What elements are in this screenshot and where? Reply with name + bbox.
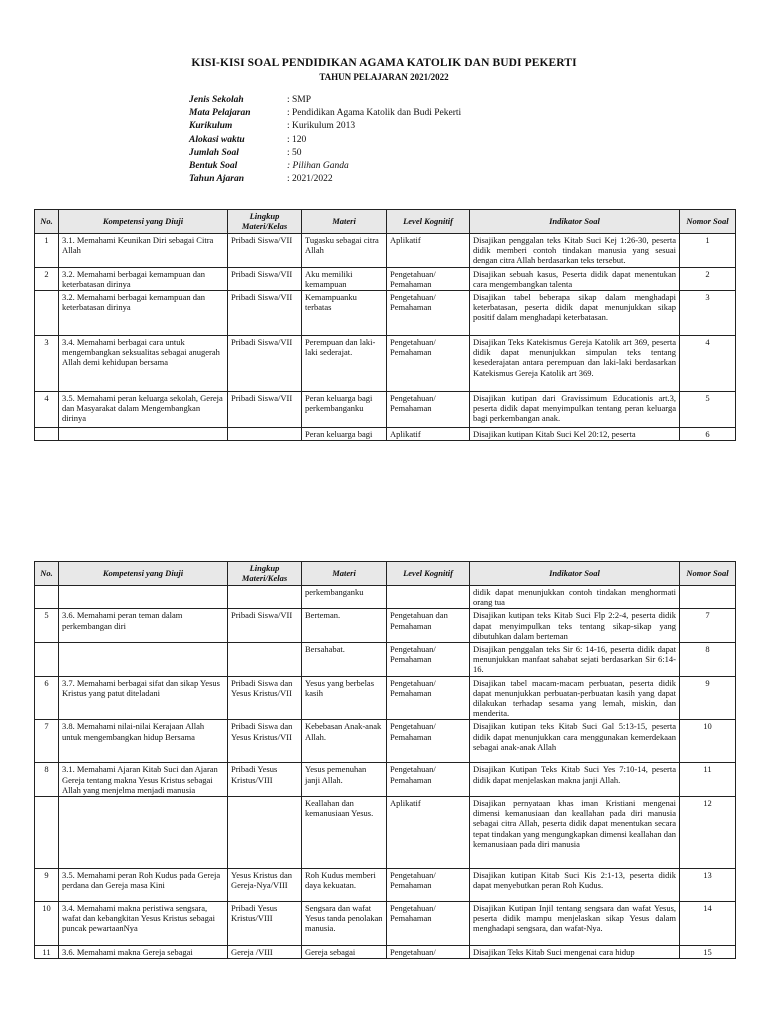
header-nomor: Nomor Soal (680, 210, 736, 234)
cell-indikator: Disajikan kutipan Kitab Suci Kis 2:1-13, peserta didik dapat menyebutkan peran Roh Kudus. (470, 869, 680, 902)
cell-no: 5 (35, 609, 59, 643)
cell-materi: Peran keluarga bagi perkembanganku (302, 392, 387, 428)
meta-label: Bentuk Soal (189, 160, 238, 171)
header-lingkup: Lingkup Materi/Kelas (228, 210, 302, 234)
cell-kompetensi: 3.2. Memahami berbagai kemampuan dan keterbatasan dirinya (59, 267, 228, 290)
cell-lingkup: Pribadi Siswa dan Yesus Kristus/VII (228, 720, 302, 763)
cell-level: Pengetahuan/ Pemahaman (387, 336, 470, 392)
cell-materi: Sengsara dan wafat Yesus tanda penolakan manusia. (302, 902, 387, 946)
table-row (35, 609, 736, 643)
meta-label: Tahun Ajaran (189, 174, 245, 185)
cell-kompetensi: 3.8. Memahami nilai-nilai Kerajaan Allah untuk mengembangkan hidup Bersama (59, 720, 228, 763)
cell-kompetensi (59, 428, 228, 441)
cell-nomor: 12 (680, 797, 736, 869)
cell-lingkup: Gereja /VIII (228, 946, 302, 959)
meta-label: Jumlah Soal (189, 147, 239, 158)
cell-kompetensi: 3.7. Memahami berbagai sifat dan sikap Yesus Kristus yang patut diteladani (59, 676, 228, 720)
cell-indikator: Disajikan kutipan dari Gravissimum Educationis art.3, peserta didik dapat menyimpulkan tentang peran keluarga bagi perkembangan anak. (470, 392, 680, 428)
header-nomor: Nomor Soal (680, 562, 736, 586)
cell-kompetensi: 3.6. Memahami peran teman dalam perkembangan diri (59, 609, 228, 643)
cell-lingkup (228, 428, 302, 441)
cell-kompetensi: 3.5. Memahami peran Roh Kudus pada Gereja perdana dan Gereja masa Kini (59, 869, 228, 902)
table-row (35, 267, 736, 290)
cell-materi: Peran keluarga bagi (302, 428, 387, 441)
cell-level: Aplikatif (387, 797, 470, 869)
cell-level: Pengetahuan/ Pemahaman (387, 869, 470, 902)
cell-nomor: 6 (680, 428, 736, 441)
table-row (35, 643, 736, 677)
table-row (35, 946, 736, 959)
cell-kompetensi: 3.1. Memahami Keunikan Diri sebagai Citra Allah (59, 234, 228, 268)
cell-indikator: Disajikan tabel macam-macam perbuatan, peserta didik dapat menunjukkan perbuatan-perbuatan kasih yang dapat dilakukan terhadap sesama yang lemah, miskin, dan menderita. (470, 676, 680, 720)
meta-value: : 2021/2022 (287, 174, 333, 185)
meta-value: : Pilihan Ganda (287, 160, 349, 171)
header-no: No. (35, 210, 59, 234)
cell-no: 8 (35, 763, 59, 797)
cell-lingkup: Yesus Kristus dan Gereja-Nya/VIII (228, 869, 302, 902)
table-row (35, 763, 736, 797)
cell-indikator: didik dapat menunjukkan contoh tindakan menghormati orang tua (470, 586, 680, 609)
cell-level: Pengetahuan/ Pemahaman (387, 291, 470, 336)
cell-nomor: 5 (680, 392, 736, 428)
cell-level: Aplikatif (387, 428, 470, 441)
cell-no: 6 (35, 676, 59, 720)
cell-materi: Aku memiliki kemampuan (302, 267, 387, 290)
cell-lingkup: Pribadi Yesus Kristus/VIII (228, 902, 302, 946)
cell-indikator: Disajikan pernyataan khas iman Kristiani mengenai dimensi kemanusiaan dan keallahan pada diri manusia sebagai citra Allah, peserta didik dapat menentukan secara tepat tindakan yang mengungkapkan dimensi keallahan dan kemanusiaan pada diri manusia (470, 797, 680, 869)
table-row (35, 336, 736, 392)
cell-level: Pengetahuan/ Pemahaman (387, 267, 470, 290)
grid-table-1 (34, 209, 736, 441)
cell-level: Pengetahuan dan Pemahaman (387, 609, 470, 643)
grid-table-2 (34, 561, 736, 959)
cell-level: Pengetahuan/ Pemahaman (387, 392, 470, 428)
cell-no: 1 (35, 234, 59, 268)
cell-materi: Kebebasan Anak-anak Allah. (302, 720, 387, 763)
cell-level: Pengetahuan/ Pemahaman (387, 720, 470, 763)
cell-indikator: Disajikan penggalan teks Kitab Suci Kej 1:26-30, peserta didik memberi contoh tindakan manusia yang sesuai dengan citra Allah berdasarkan teks tersebut. (470, 234, 680, 268)
header-no: No. (35, 562, 59, 586)
cell-nomor: 2 (680, 267, 736, 290)
table-row (35, 234, 736, 268)
header-kompetensi: Kompetensi yang Diuji (59, 562, 228, 586)
cell-indikator: Disajikan kutipan teks Kitab Suci Gal 5:13-15, peserta didik dapat menunjukkan cara menggunakan kemerdekaan sebagai anak-anak Allah (470, 720, 680, 763)
cell-lingkup: Pribadi Siswa/VII (228, 267, 302, 290)
table-row (35, 428, 736, 441)
cell-materi: Keallahan dan kemanusiaan Yesus. (302, 797, 387, 869)
cell-no (35, 586, 59, 609)
cell-materi: Bersahabat. (302, 643, 387, 677)
header-indikator: Indikator Soal (470, 210, 680, 234)
cell-no: 11 (35, 946, 59, 959)
cell-kompetensi: 3.4. Memahami berbagai cara untuk mengembangkan seksualitas sebagai anugerah Allah demi kehidupan bersama (59, 336, 228, 392)
cell-nomor: 15 (680, 946, 736, 959)
cell-lingkup: Pribadi Siswa/VII (228, 234, 302, 268)
cell-nomor: 3 (680, 291, 736, 336)
cell-indikator: Disajikan kutipan Kitab Suci Kel 20:12, peserta (470, 428, 680, 441)
cell-materi: Kemampuanku terbatas (302, 291, 387, 336)
cell-lingkup: Pribadi Yesus Kristus/VIII (228, 763, 302, 797)
table-row (35, 392, 736, 428)
table-row (35, 586, 736, 609)
cell-nomor: 11 (680, 763, 736, 797)
cell-nomor: 7 (680, 609, 736, 643)
cell-no (35, 428, 59, 441)
table-row (35, 902, 736, 946)
cell-nomor: 13 (680, 869, 736, 902)
cell-level: Pengetahuan/ (387, 946, 470, 959)
cell-kompetensi: 3.2. Memahami berbagai kemampuan dan keterbatasan dirinya (59, 291, 228, 336)
cell-indikator: Disajikan kutipan teks Kitab Suci Flp 2:2-4, peserta didik dapat menyimpulkan teks tentang sikap-sikap yang dibutuhkan dalam berteman (470, 609, 680, 643)
cell-indikator: Disajikan Kutipan Teks Kitab Suci Yes 7:10-14, peserta didik dapat menjelaskan makna janji Allah. (470, 763, 680, 797)
table-row (35, 797, 736, 869)
cell-indikator: Disajikan penggalan teks Sir 6: 14-16, peserta didik dapat menunjukkan manfaat sahabat sejati berdasarkan Sir 6:14-16. (470, 643, 680, 677)
cell-indikator: Disajikan Teks Katekismus Gereja Katolik art 369, peserta didik dapat menunjukkan simpulan teks tentang kesederajatan antara perempuan dan laki-laki berdasarkan Katekismus Gereja Katolik art 369. (470, 336, 680, 392)
meta-value: : 120 (287, 134, 307, 145)
cell-kompetensi (59, 586, 228, 609)
cell-indikator: Disajikan tabel beberapa sikap dalam menghadapi keterbatasan, peserta didik dapat menunjukkan sikap positif dalam menghadapi keterbatasan. (470, 291, 680, 336)
cell-kompetensi (59, 643, 228, 677)
cell-nomor: 4 (680, 336, 736, 392)
cell-no: 7 (35, 720, 59, 763)
cell-level: Aplikatif (387, 234, 470, 268)
cell-no (35, 797, 59, 869)
cell-kompetensi: 3.6. Memahami makna Gereja sebagai (59, 946, 228, 959)
meta-value: : SMP (287, 95, 312, 105)
cell-lingkup (228, 586, 302, 609)
cell-nomor: 1 (680, 234, 736, 268)
header-kompetensi: Kompetensi yang Diuji (59, 210, 228, 234)
header-lingkup: Lingkup Materi/Kelas (228, 562, 302, 586)
meta-label: Mata Pelajaran (189, 108, 251, 119)
cell-level: Pengetahuan/ Pemahaman (387, 763, 470, 797)
header-level: Level Kognitif (387, 562, 470, 586)
cell-indikator: Disajikan Teks Kitab Suci mengenai cara hidup (470, 946, 680, 959)
cell-lingkup: Pribadi Siswa dan Yesus Kristus/VII (228, 676, 302, 720)
cell-lingkup (228, 797, 302, 869)
cell-level: Pengetahuan/ Pemahaman (387, 676, 470, 720)
cell-nomor: 8 (680, 643, 736, 677)
cell-materi: Berteman. (302, 609, 387, 643)
cell-indikator: Disajikan sebuah kasus, Peserta didik dapat menentukan cara mengembangkan talenta (470, 267, 680, 290)
meta-label: Kurikulum (189, 121, 233, 132)
cell-lingkup (228, 643, 302, 677)
meta-value: : Pendidikan Agama Katolik dan Budi Pekerti (287, 108, 462, 119)
meta-value: : 50 (287, 147, 302, 158)
cell-no: 3 (35, 336, 59, 392)
cell-materi: Yesus pemenuhan janji Allah. (302, 763, 387, 797)
meta-label: Alokasi waktu (189, 134, 245, 145)
cell-materi: perkembanganku (302, 586, 387, 609)
table-row (35, 676, 736, 720)
header-materi: Materi (302, 562, 387, 586)
cell-no: 10 (35, 902, 59, 946)
cell-kompetensi: 3.4. Memahami makna peristiwa sengsara, wafat dan kebangkitan Yesus Kristus sebagai puncak pewartaanNya (59, 902, 228, 946)
cell-nomor: 9 (680, 676, 736, 720)
cell-lingkup: Pribadi Siswa/VII (228, 609, 302, 643)
cell-lingkup: Pribadi Siswa/VII (228, 392, 302, 428)
cell-no: 9 (35, 869, 59, 902)
table-row (35, 291, 736, 336)
cell-materi: Roh Kudus memberi daya kekuatan. (302, 869, 387, 902)
cell-materi: Yesus yang berbelas kasih (302, 676, 387, 720)
cell-kompetensi: 3.1. Memahami Ajaran Kitab Suci dan Ajaran Gereja tentang makna Yesus Kristus sebagai Allah yang menjelma menjadi manusia (59, 763, 228, 797)
cell-indikator: Disajikan Kutipan Injil tentang sengsara dan wafat Yesus, peserta didik mampu menjelaskan sikap Yesus dalam menghadapi sengsara, dan wafat-Nya. (470, 902, 680, 946)
cell-lingkup: Pribadi Siswa/VII (228, 291, 302, 336)
meta-value: : Kurikulum 2013 (287, 121, 356, 132)
cell-kompetensi: 3.5. Memahami peran keluarga sekolah, Gereja dan Masyarakat dalam Mengembangkan dirinya (59, 392, 228, 428)
document-title: KISI-KISI SOAL PENDIDIKAN AGAMA KATOLIK DAN BUDI PEKERTI (191, 57, 577, 69)
cell-materi: Perempuan dan laki-laki sederajat. (302, 336, 387, 392)
cell-level (387, 586, 470, 609)
cell-nomor: 14 (680, 902, 736, 946)
cell-lingkup: Pribadi Siswa/VII (228, 336, 302, 392)
header-materi: Materi (302, 210, 387, 234)
cell-no: 4 (35, 392, 59, 428)
cell-nomor (680, 586, 736, 609)
table-row (35, 720, 736, 763)
cell-no: 2 (35, 267, 59, 290)
meta-label: Jenis Sekolah (189, 95, 244, 105)
cell-materi: Tugasku sebagai citra Allah (302, 234, 387, 268)
cell-materi: Gereja sebagai (302, 946, 387, 959)
header-level: Level Kognitif (387, 210, 470, 234)
cell-no (35, 643, 59, 677)
cell-no (35, 291, 59, 336)
table-row (35, 869, 736, 902)
cell-kompetensi (59, 797, 228, 869)
cell-level: Pengetahuan/ Pemahaman (387, 643, 470, 677)
cell-level: Pengetahuan/ Pemahaman (387, 902, 470, 946)
header-indikator: Indikator Soal (470, 562, 680, 586)
cell-nomor: 10 (680, 720, 736, 763)
document-subtitle: TAHUN PELAJARAN 2021/2022 (319, 72, 449, 82)
